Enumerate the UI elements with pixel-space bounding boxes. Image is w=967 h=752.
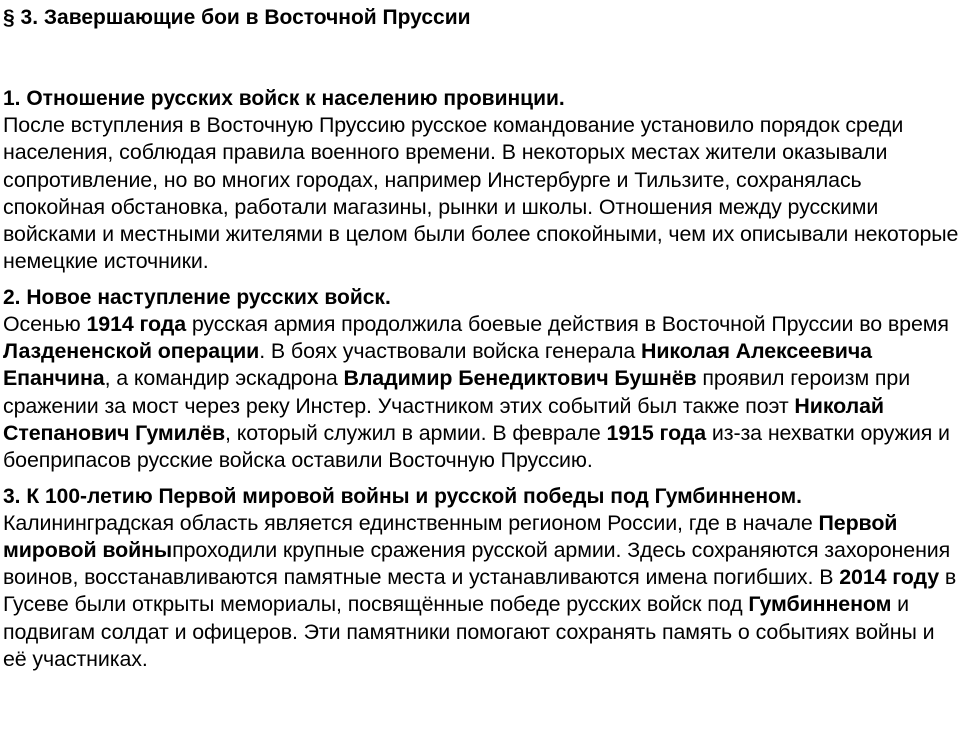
text-run: проходили крупные сражения русской армии. Здесь сохраняются захоронения воинов, восстанавливаются памятные места и устанавливаются имена погибших. В [3,537,951,590]
section-1-heading: 1. Отношение русских войск к населению провинции. [3,87,565,110]
section-3-paragraph [3,510,961,674]
bold-run: 2014 году [839,565,940,590]
bold-run: 1915 года [606,420,707,445]
bold-run: Николая Алексеевича Епанчина [3,339,872,391]
text-run: , который служил в армии. В феврале [225,420,607,445]
bold-run: 1914 года [86,311,186,336]
bold-run: Владимир Бенедиктович Бушнёв [343,366,697,391]
text-run: . В боях участвовали войска генерала [259,339,642,364]
text-run: проявил героизм при сражении за мост через реку Инстер. Участником этих событий был также поэт [3,366,911,418]
section-2-heading: 2. Новое наступление русских войск. [3,285,391,309]
text-run: из-за нехватки оружия и боеприпасов русские войска оставили Восточную Пруссию. [3,420,950,473]
text-run: Осенью [3,311,87,336]
text-run: в Гусеве были открыты мемориалы, посвящённые победе русских войск под [3,565,957,617]
bold-run: Николай Степанович Гумилёв [3,393,884,445]
text-run: , а командир эскадрона [104,366,344,391]
section-2-paragraph [3,311,961,475]
page-title: § 3. Завершающие бои в Восточной Пруссии [3,6,471,29]
section-2 [3,284,961,475]
section-3-heading: 3. К 100-летию Первой мировой войны и русской победы под Гумбинненом. [3,484,802,508]
bold-run: Гумбинненом [748,592,892,617]
text-run: русская армия продолжила боевые действия в Восточной Пруссии во время [186,311,949,336]
text-run: и подвигам солдат и офицеров. Эти памятники помогают сохранять память о событиях войны и её участниках. [3,592,935,672]
section-3 [3,483,961,674]
bold-run: Первой мировой войны [3,510,898,562]
text-run: Калининградская область является единственным регионом России, где в начале [3,510,819,535]
section-1 [3,85,961,276]
section-1-paragraph: После вступления в Восточную Пруссию русское командование установило порядок среди населения, соблюдая правила военного времени. В некоторых местах жители оказывали сопротивление, но во многих городах, например Инстербурге и Тильзите, сохранялась спокойная обстановка, работали магазины, рынки и школы. Отношения между русскими войсками и местными жителями в целом были более спокойными, чем их описывали некоторые немецкие источники. [3,113,959,274]
bold-run: Лаздененской операции [3,339,260,364]
